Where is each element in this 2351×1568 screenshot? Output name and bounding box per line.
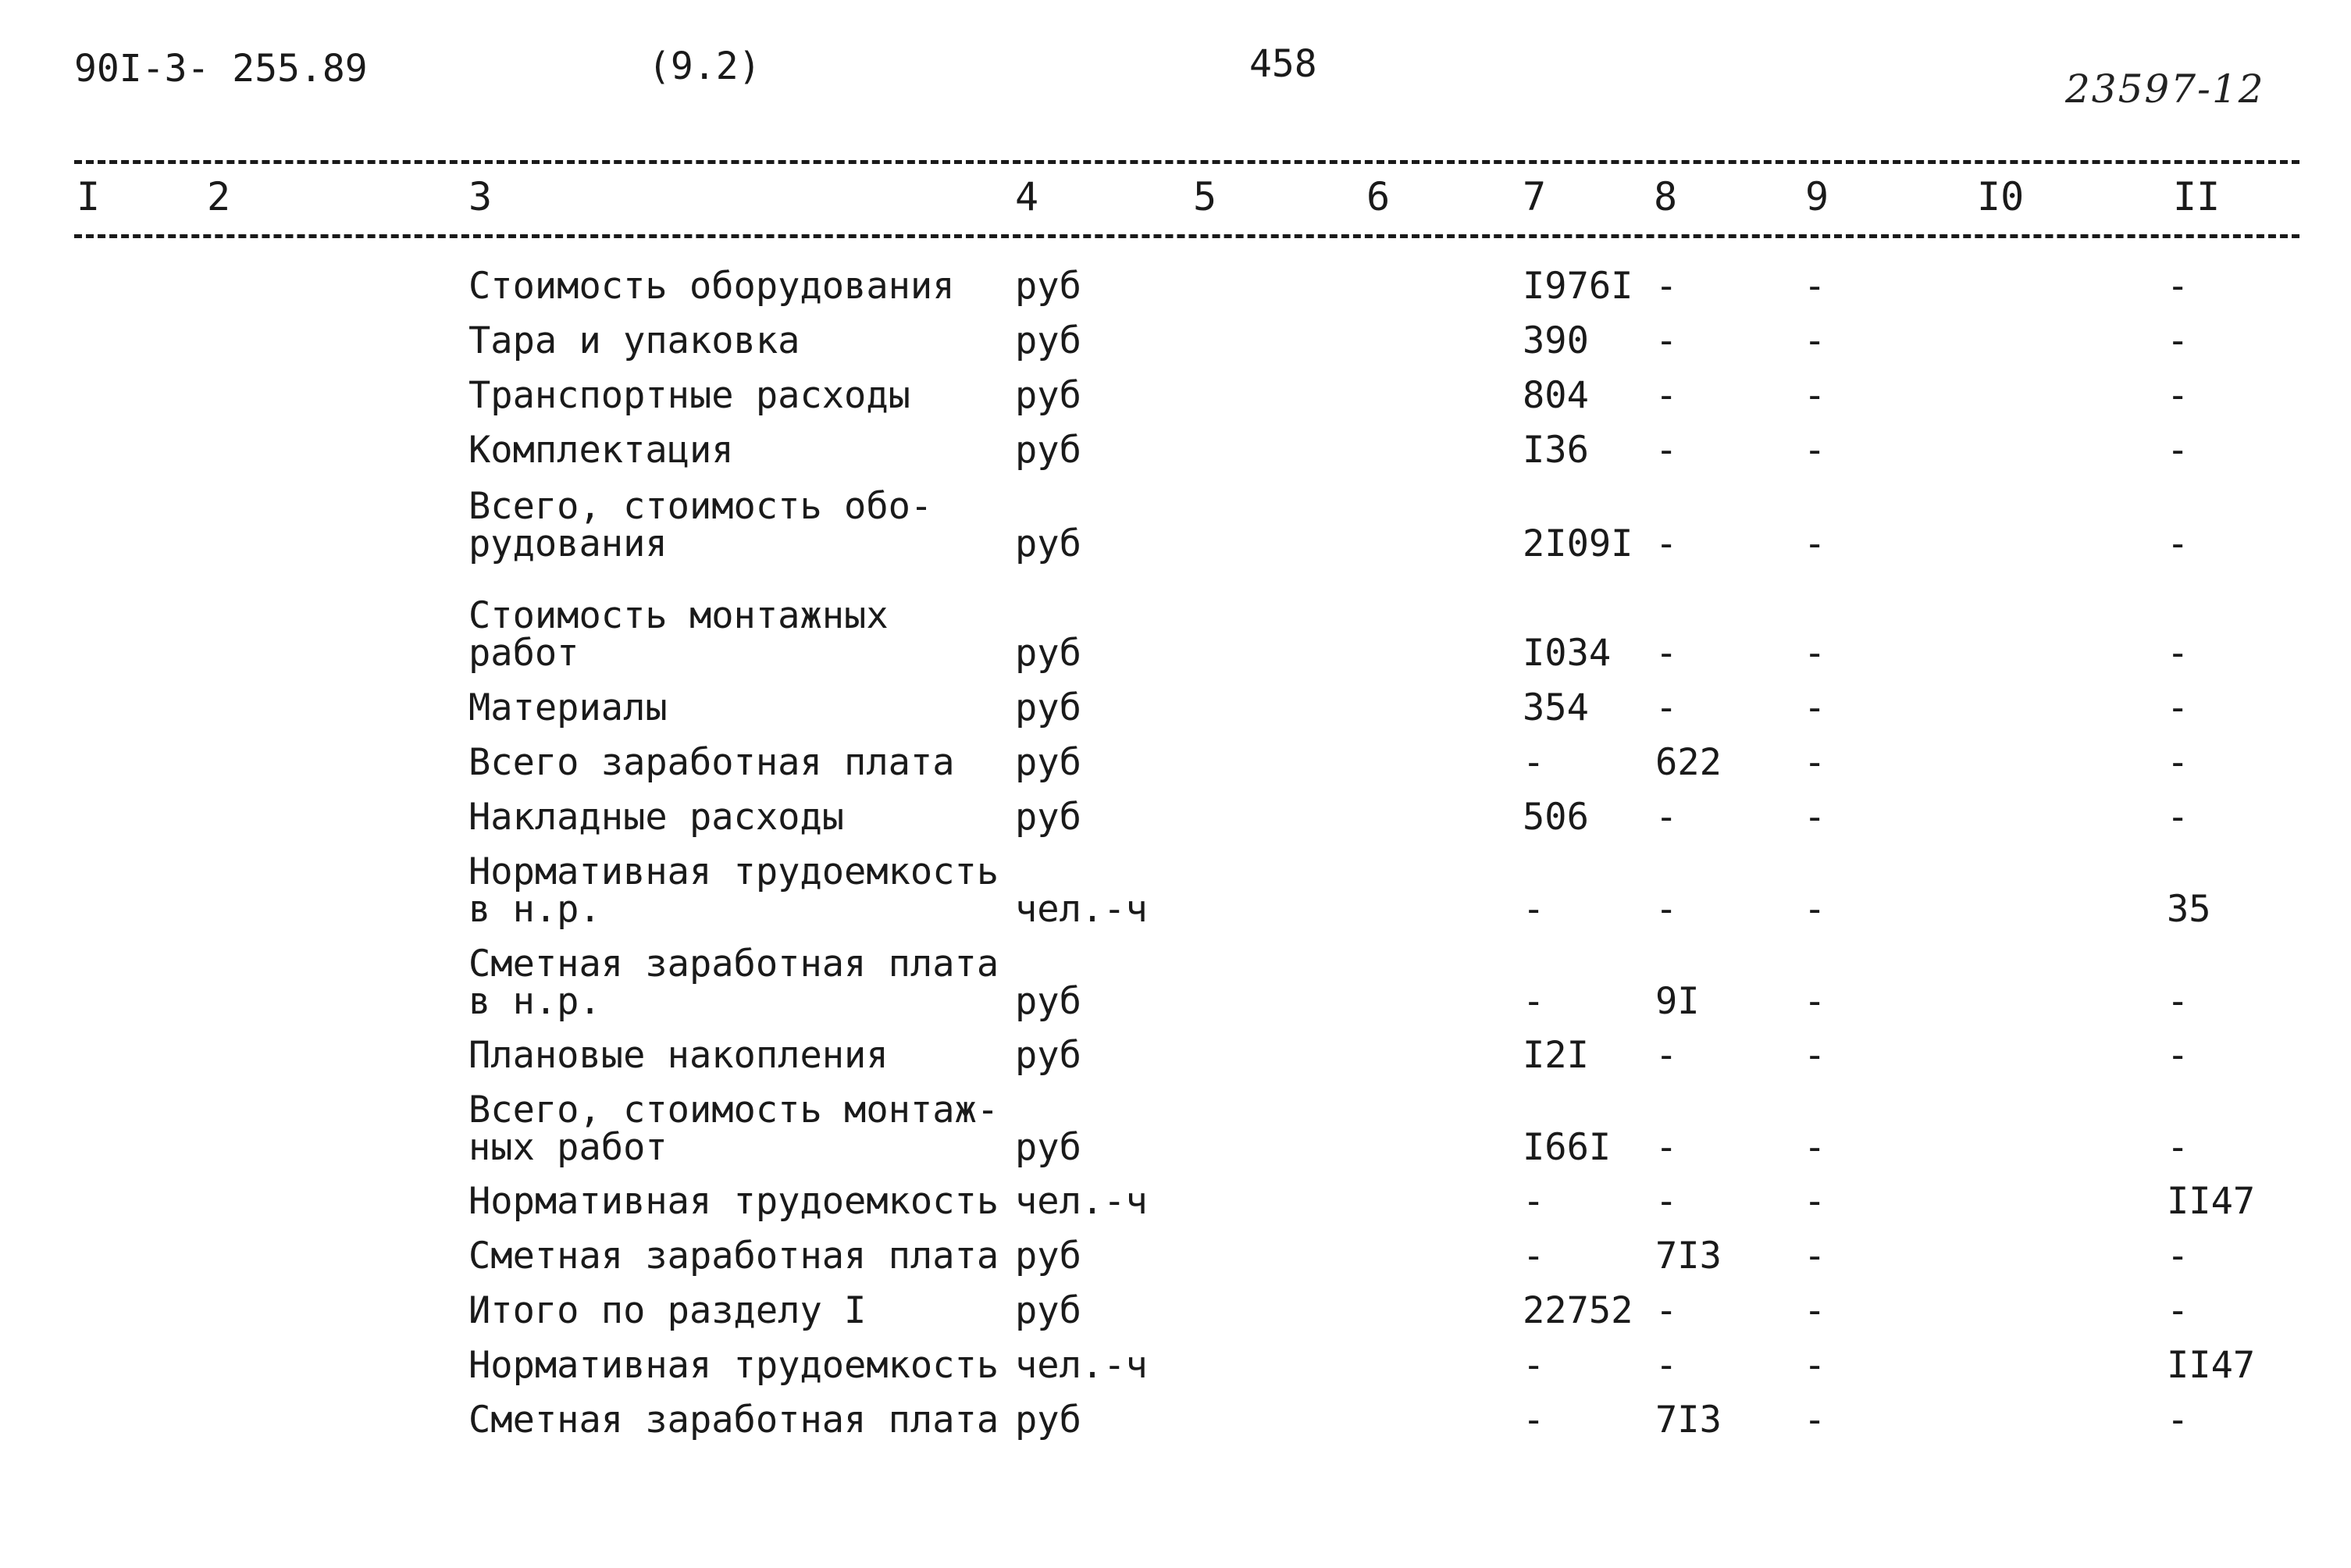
- col-11-value: -: [2167, 522, 2189, 565]
- item-unit: руб: [1015, 632, 1081, 675]
- item-unit: руб: [1015, 1126, 1081, 1169]
- column-number: 3: [468, 174, 493, 219]
- column-number: 4: [1015, 174, 1039, 219]
- col-11-value: -: [2167, 1034, 2189, 1077]
- col-8-value: -: [1655, 265, 1678, 308]
- col-8-value: 7I3: [1655, 1399, 1722, 1441]
- col-7-value: I36: [1523, 429, 1589, 472]
- col-11-value: -: [2167, 265, 2189, 308]
- col-11-value: -: [2167, 1235, 2189, 1278]
- col-8-value: -: [1655, 1034, 1678, 1077]
- col-11-value: II47: [2167, 1180, 2256, 1223]
- table-header-rule: [74, 234, 2299, 238]
- col-8-value: -: [1655, 1289, 1678, 1332]
- item-name: Тара и упаковка: [468, 319, 800, 362]
- col-8-value: -: [1655, 888, 1678, 931]
- col-7-value: 390: [1523, 319, 1589, 362]
- col-9-value: -: [1804, 429, 1826, 472]
- column-number: 2: [207, 174, 231, 219]
- column-number: 9: [1805, 174, 1829, 219]
- item-unit: руб: [1015, 1399, 1081, 1441]
- col-11-value: 35: [2167, 888, 2211, 931]
- col-9-value: -: [1804, 1289, 1826, 1332]
- col-7-value: -: [1523, 741, 1545, 784]
- col-11-value: -: [2167, 980, 2189, 1023]
- col-7-value: -: [1523, 1399, 1545, 1441]
- col-11-value: II47: [2167, 1344, 2256, 1387]
- col-9-value: -: [1804, 374, 1826, 417]
- col-8-value: 9I: [1655, 980, 1700, 1023]
- item-name: Плановые накопления: [468, 1034, 889, 1077]
- col-8-value: -: [1655, 632, 1678, 675]
- archive-stamp: 23597-12: [2065, 66, 2265, 112]
- col-7-value: 804: [1523, 374, 1589, 417]
- col-9-value: -: [1804, 522, 1826, 565]
- page-number: 458: [1249, 42, 1317, 86]
- col-11-value: -: [2167, 1289, 2189, 1332]
- col-11-value: -: [2167, 1399, 2189, 1441]
- item-unit: чел.-ч: [1015, 1180, 1148, 1223]
- col-7-value: -: [1523, 888, 1545, 931]
- col-8-value: -: [1655, 522, 1678, 565]
- col-9-value: -: [1804, 1034, 1826, 1077]
- item-unit: руб: [1015, 1289, 1081, 1332]
- item-name: Сметная заработная плата: [468, 1235, 999, 1278]
- col-7-value: -: [1523, 1235, 1545, 1278]
- item-unit: руб: [1015, 522, 1081, 565]
- item-unit: руб: [1015, 741, 1081, 784]
- column-number: II: [2173, 174, 2221, 219]
- item-unit: руб: [1015, 1235, 1081, 1278]
- col-9-value: -: [1804, 980, 1826, 1023]
- col-7-value: I2I: [1523, 1034, 1589, 1077]
- col-7-value: -: [1523, 1344, 1545, 1387]
- column-number: 7: [1523, 174, 1547, 219]
- item-unit: чел.-ч: [1015, 1344, 1148, 1387]
- col-7-value: -: [1523, 980, 1545, 1023]
- col-11-value: -: [2167, 319, 2189, 362]
- col-9-value: -: [1804, 686, 1826, 729]
- col-8-value: -: [1655, 1180, 1678, 1223]
- col-9-value: -: [1804, 319, 1826, 362]
- item-name: Комплектация: [468, 429, 734, 472]
- col-8-value: 622: [1655, 741, 1722, 784]
- col-11-value: -: [2167, 1126, 2189, 1169]
- col-11-value: -: [2167, 374, 2189, 417]
- col-7-value: I034: [1523, 632, 1612, 675]
- column-number: 8: [1654, 174, 1678, 219]
- table-top-rule: [74, 160, 2299, 164]
- item-unit: руб: [1015, 1034, 1081, 1077]
- col-9-value: -: [1804, 741, 1826, 784]
- document-code: 90I-3- 255.89: [74, 47, 368, 91]
- item-name: Всего заработная плата: [468, 741, 955, 784]
- col-9-value: -: [1804, 265, 1826, 308]
- item-name: Нормативная трудоемкость в н.р.: [468, 850, 999, 931]
- col-9-value: -: [1804, 888, 1826, 931]
- col-9-value: -: [1804, 796, 1826, 839]
- item-name: Сметная заработная плата: [468, 1399, 999, 1441]
- col-7-value: 22752: [1523, 1289, 1633, 1332]
- col-8-value: -: [1655, 686, 1678, 729]
- col-11-value: -: [2167, 796, 2189, 839]
- item-unit: руб: [1015, 265, 1081, 308]
- col-7-value: -: [1523, 1180, 1545, 1223]
- col-7-value: 2I09I: [1523, 522, 1633, 565]
- item-name: Стоимость монтажных работ: [468, 594, 889, 675]
- item-unit: руб: [1015, 374, 1081, 417]
- col-7-value: I976I: [1523, 265, 1633, 308]
- col-9-value: -: [1804, 1180, 1826, 1223]
- item-name: Нормативная трудоемкость: [468, 1344, 999, 1387]
- item-unit: чел.-ч: [1015, 888, 1148, 931]
- col-8-value: -: [1655, 374, 1678, 417]
- item-name: Стоимость оборудования: [468, 265, 955, 308]
- column-number: 6: [1366, 174, 1391, 219]
- col-8-value: -: [1655, 1126, 1678, 1169]
- item-name: Транспортные расходы: [468, 374, 910, 417]
- col-7-value: I66I: [1523, 1126, 1612, 1169]
- col-9-value: -: [1804, 1126, 1826, 1169]
- item-name: Нормативная трудоемкость: [468, 1180, 999, 1223]
- col-8-value: -: [1655, 429, 1678, 472]
- item-name: Всего, стоимость монтаж- ных работ: [468, 1089, 999, 1169]
- col-8-value: 7I3: [1655, 1235, 1722, 1278]
- col-9-value: -: [1804, 1399, 1826, 1441]
- item-unit: руб: [1015, 686, 1081, 729]
- item-name: Сметная заработная плата в н.р.: [468, 943, 999, 1023]
- col-7-value: 506: [1523, 796, 1589, 839]
- col-11-value: -: [2167, 686, 2189, 729]
- item-unit: руб: [1015, 319, 1081, 362]
- item-name: Накладные расходы: [468, 796, 845, 839]
- item-name: Всего, стоимость обо- рудования: [468, 485, 933, 565]
- col-7-value: 354: [1523, 686, 1589, 729]
- column-number: I: [77, 174, 101, 219]
- col-9-value: -: [1804, 1235, 1826, 1278]
- col-9-value: -: [1804, 1344, 1826, 1387]
- col-8-value: -: [1655, 319, 1678, 362]
- col-11-value: -: [2167, 741, 2189, 784]
- column-number: I0: [1977, 174, 2025, 219]
- col-8-value: -: [1655, 1344, 1678, 1387]
- item-name: Материалы: [468, 686, 668, 729]
- item-unit: руб: [1015, 980, 1081, 1023]
- item-name: Итого по разделу I: [468, 1289, 867, 1332]
- col-9-value: -: [1804, 632, 1826, 675]
- column-number: 5: [1193, 174, 1217, 219]
- item-unit: руб: [1015, 429, 1081, 472]
- item-unit: руб: [1015, 796, 1081, 839]
- col-11-value: -: [2167, 429, 2189, 472]
- col-11-value: -: [2167, 632, 2189, 675]
- section-reference: (9.2): [648, 45, 761, 88]
- col-8-value: -: [1655, 796, 1678, 839]
